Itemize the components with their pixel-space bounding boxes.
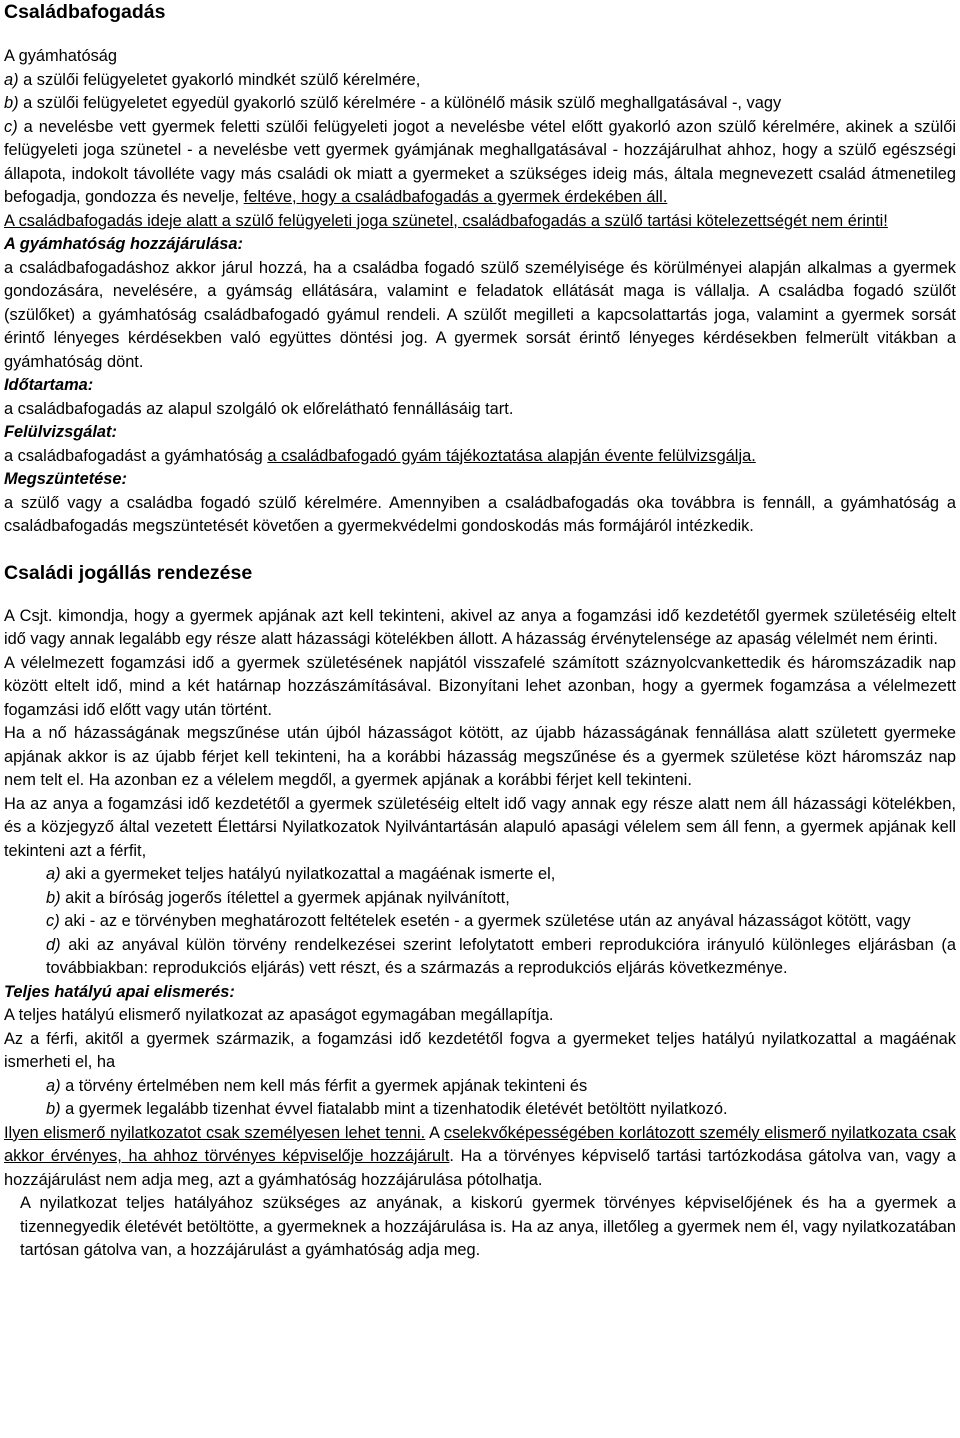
list-letter: a) [46,865,61,883]
list-text: akit a bíróság jogerős ítélettel a gyermek apjának nyilvánított, [60,888,510,907]
personal-underlined-1: Ilyen elismerő nyilatkozatot csak személyesen lehet tenni. [4,1123,426,1142]
personal-declaration-para [4,1122,956,1193]
heading-duration: Időtartama: [4,376,94,394]
list-item-b [4,1098,956,1122]
note-underlined: A családbafogadás ideje alatt a szülő felügyeleti joga szünetel, családbafogadás a szülő tartási kötelezettségét nem érinti! [4,211,888,230]
list-item-c [4,116,956,210]
list-text: aki - az e törvényben meghatározott feltételek esetén - a gyermek születése után az anyával házasságot kötött, vagy [59,912,911,930]
full-recognition-text-2: Az a férfi, akitől a gyermek származik, a fogamzási idő kezdetétől fogva a gyermeket teljes hatályú nyilatkozattal a magáénak ismerheti el, ha [4,1029,956,1071]
condition-underlined: feltéve, hogy a családbafogadás a gyermek érdekében áll. [243,188,668,206]
list-letter: b) [4,94,19,112]
list-item-c [4,910,956,934]
personal-spacer: A [425,1123,444,1142]
list-item-a [4,69,956,93]
list-item-b [4,92,956,116]
list-text: a törvény értelmében nem kell más férfit a gyermek apjának tekinteni és [60,1076,588,1095]
list-text: a szülői felügyeletet egyedül gyakorló szülő kérelmére - a különélő másik szülő meghallgatásával -, vagy [18,94,782,112]
consent-text: a családbafogadáshoz akkor járul hozzá, ha a családba fogadó szülő személyisége és körülményei alapján alkalmas a gyermek gondozására, nevelésére, a gyámság ellátására, valamint e feladatok ellátását maga is vállalja. A családba fogadó szülőt (szülőket) a gyámhatóság családbafogadó gyámul rendeli. A szülőt megilleti a kapcsolattartás joga, valamint a gyermek sorsát érintő lényeges kérdésekben való együttes döntési jog. A gyermek sorsát érintő lényeges kérdésekben felmerült vitákban a gyámhatóság dönt. [4,258,956,371]
para-conception-period: A vélelmezett fogamzási idő a gyermek születésének napjától visszafelé számított száznyolcvankettedik és háromszázadik nap között eltelt idő, mind a két határnap hozzászámításával. Bizonyítani lehet azonban, hogy a gyermek fogamzása a vélelmezett fogamzási idő előtt vagy után történt. [4,653,956,719]
list-text: a gyermek legalább tizenhat évvel fiatalabb mint a tizenhatodik életévét betöltött nyilatkozó. [60,1100,728,1118]
list-item-a [4,1075,956,1099]
para-remarriage: Ha a nő házasságának megszűnése után újból házasságot kötött, az újabb házasságának fennállása alatt született gyermeke apjának akkor is az újabb férjet kell tekinteni, ha a korábbi házasság megszűnése és a gyermek születése közt háromszáz nap nem telt el. Ha azonban ez a vélelem megdől, a gyermek apjának a korábbi férjet kell tekinteni. [4,724,956,789]
list-text: aki a gyermeket teljes hatályú nyilatkozattal a magáénak ismerte el, [60,865,556,883]
para-no-marriage: Ha az anya a fogamzási idő kezdetétől a gyermek születéséig eltelt idő vagy annak egy része alatt nem áll házassági kötelékben, és a közjegyző által vezetett Élettársi Nyilatkozatok Nyilvántartásán alapuló apasági vélelem sem áll fenn, a gyermek apjának kell tekinteni azt a férfit, [4,794,956,860]
review-underlined: a családbafogadó gyám tájékoztatása alapján évente felülvizsgálja. [267,446,756,465]
para-csjt: A Csjt. kimondja, hogy a gyermek apjának azt kell tekinteni, akivel az anya a fogamzási idő kezdetétől gyermek születéséig eltelt idő vagy annak legalább egy része alatt házassági kötelékben állott. A házasság érvénytelensége az apaság vélelmét nem érinti. [4,606,956,648]
list-letter: d) [46,935,61,954]
list-letter: b) [46,888,61,907]
heading-full-recognition: Teljes hatályú apai elismerés: [4,982,235,1001]
list-letter: a) [4,70,19,89]
list-letter: c) [46,912,60,930]
personal-underlined-2: cselekvőképességében korlátozott személy elismerő nyilatkozata csak akkor érvényes, ha ahhoz törvényes képviselője hozzájárult [4,1123,957,1165]
review-text [4,445,956,469]
section-title-legal-status: Családi jogállás rendezése [4,561,253,584]
full-recognition-text-1: A teljes hatályú elismerő nyilatkozat az apaságot egymagában megállapítja. [4,1006,554,1024]
document-page [4,0,956,1263]
consent-final-para: A nyilatkozat teljes hatályához szükséges az anyának, a kiskorú gyermek törvényes képviselőjének és ha a gyermek a tizennegyedik életévét betöltötte, a gyermeknek a hozzájárulása is. Ha az anya, illetőleg a gyermek nem él, vagy nyilatkozatában tartósan gátolva van, a hozzájárulást a gyámhatóság adja meg. [20,1194,956,1259]
section-title-familyfoster: Családbafogadás [4,1,166,23]
review-plain: a családbafogadást a gyámhatóság [4,446,268,465]
duration-text: a családbafogadás az alapul szolgáló ok előrelátható fennállásáig tart. [4,399,514,418]
list-text: a nevelésbe vett gyermek feletti szülői felügyeleti jogot a nevelésbe vétel előtt gyakorló azon szülő kérelmére, akinek a szülői felügyeleti joga szünetel - a nevelésbe vett gyermek gyámjának meghallgatásával - hozzájárulhat ahhoz, hogy a szülő egészségi állapota, indokolt távolléte vagy más családi ok miatt a gyermeket a szükséges ideig más, általa megnevezett család átmenetileg befogadja, gondozza és nevelje, [4,117,956,206]
heading-termination: Megszüntetése: [4,470,127,488]
list-letter: b) [46,1100,61,1118]
list-item-d [4,934,956,981]
heading-consent: A gyámhatóság hozzájárulása: [4,235,243,253]
list-text: aki az anyával külön törvény rendelkezései szerint lefolytatott emberi reprodukcióra irányuló különleges eljárásban (a továbbiakban: reprodukciós eljárás) vett részt, és a származás a reprodukciós eljárás következménye. [46,935,956,977]
list-item-a [4,863,956,887]
intro-line: A gyámhatóság [4,47,117,65]
list-item-b [4,887,956,911]
personal-rest: . Ha a törvényes képviselő tartási tartózkodása gátolva van, vagy a hozzájárulást nem adja meg, azt a gyámhatóság hozzájárulása pótolhatja. [4,1147,956,1189]
list-letter: c) [4,117,18,136]
heading-review: Felülvizsgálat: [4,423,117,441]
list-letter: a) [46,1076,61,1095]
termination-text: a szülő vagy a családba fogadó szülő kérelmére. Amennyiben a családbafogadás oka továbbra is fennáll, a gyámhatóság a családbafogadás megszüntetését követően a gyermekvédelmi gondoskodás más formájáról intézkedik. [4,493,956,535]
list-text: a szülői felügyeletet gyakorló mindkét szülő kérelmére, [18,70,421,89]
